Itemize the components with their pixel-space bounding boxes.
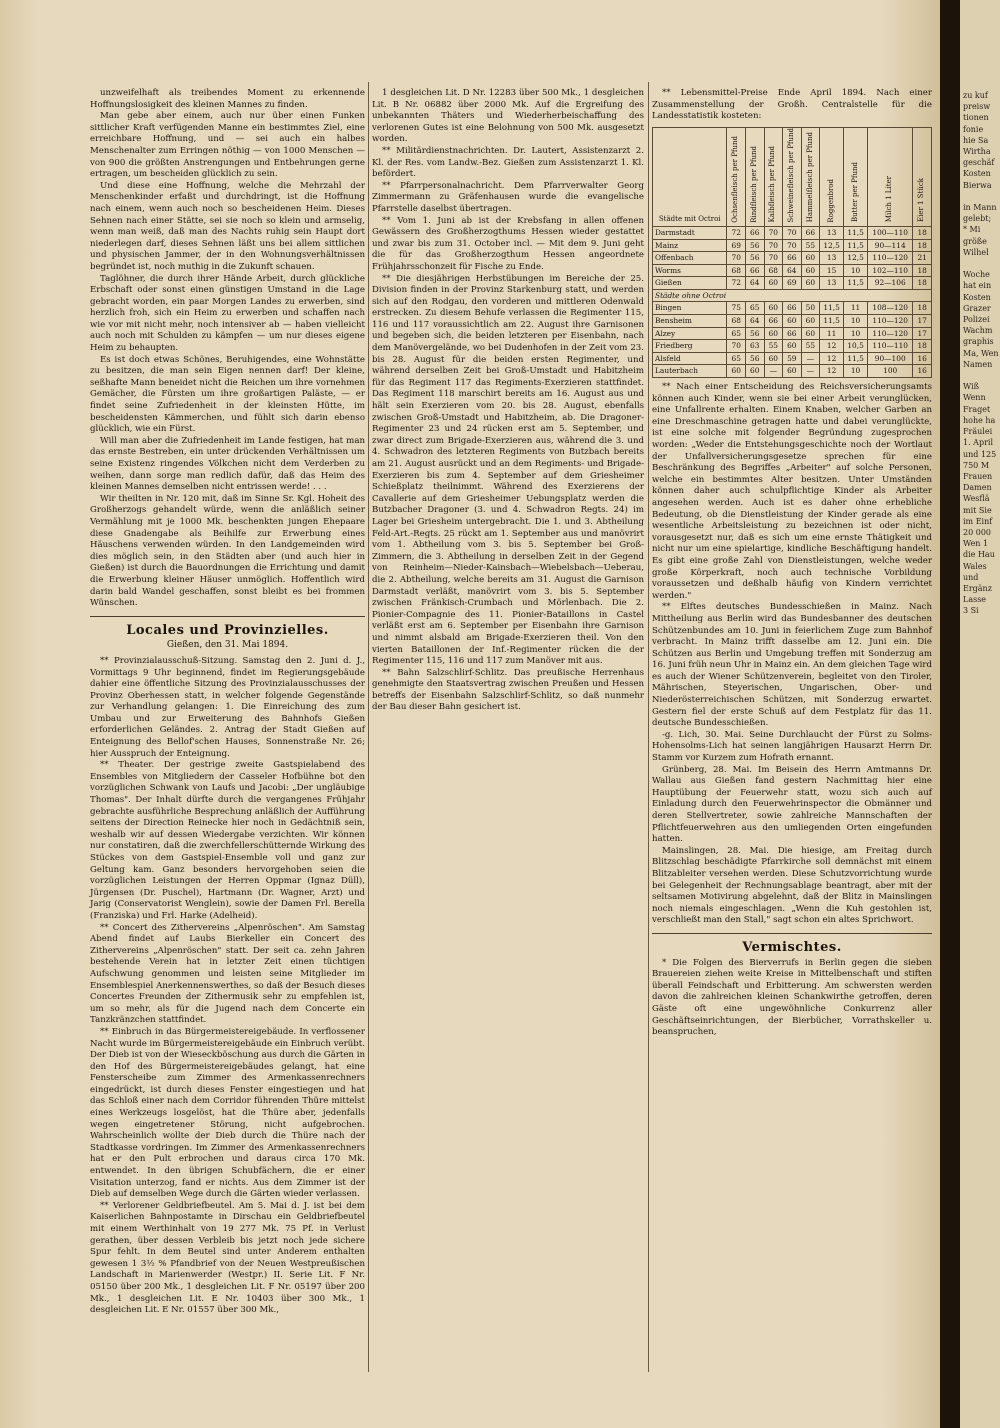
table-cell: 90—114 — [868, 239, 913, 252]
table-cell: Gießen — [653, 277, 727, 290]
table-cell: 66 — [783, 252, 802, 265]
table-cell: 12 — [820, 365, 844, 378]
book-gutter — [940, 0, 962, 1428]
stub-line: Wenn — [963, 393, 986, 403]
table-cell: 70 — [764, 226, 783, 239]
table-cell: 60 — [745, 365, 764, 378]
news-text — [652, 382, 932, 927]
table-cell: 100 — [868, 365, 913, 378]
stub-line: hohe ha — [963, 415, 996, 425]
stub-line: und — [963, 572, 979, 582]
table-cell: 90—100 — [868, 352, 913, 365]
table-cell: — — [801, 365, 820, 378]
table-cell: 10 — [844, 264, 868, 277]
table-cell: 72 — [727, 226, 746, 239]
table-cell: 13 — [820, 277, 844, 290]
table-cell: 66 — [745, 226, 764, 239]
table-row — [653, 239, 932, 252]
paragraph: Mainslingen, 28. Mai. Die hiesige, am Freitag durch Blitzschlag beschädigte Pfarrkirche soll demnächst mit einem Blitzableiter versehen werden. Diese Schutzvorrichtung wurde bei Gelegenheit der Rechnungsablage beantragt, aber mit der seltsamen Motivirung abgelehnt, daß der Blitz in Mainslingen noch niemals eingeschlagen. „Wenn die Kuh gestohlen ist, verschließt man den Stall," sagt schon ein altes Sprichwort. — [652, 845, 932, 926]
table-cell: 56 — [745, 239, 764, 252]
table-cell: 60 — [801, 315, 820, 328]
table-cell: 11,5 — [844, 352, 868, 365]
table-row — [653, 365, 932, 378]
dateline: Gießen, den 31. Mai 1894. — [166, 640, 289, 651]
table-cell: 60 — [801, 252, 820, 265]
news-text — [372, 88, 644, 714]
stub-line: 1. April — [963, 438, 994, 448]
next-page-edge — [960, 0, 1000, 1428]
table-cell: 18 — [913, 226, 932, 239]
stub-line: Wen 1 — [963, 539, 989, 549]
paragraph: * Die Folgen des Bierverrufs in Berlin gegen die sieben Brauereien ziehen weite Kreise in Mittelbenschaft und stiften überall Feindschaft und Erbitterung. Am schwersten werden davon die zahlreichen kleinen Schankwirthe getroffen, deren Gäste oft eine ungewöhnliche Conkurrenz aller Geschäftseinrichtungen, der Bierbücher, Vorrathskeller u. beanspruchen, — [652, 957, 932, 1038]
table-cell: 17 — [913, 327, 932, 340]
column-divider — [368, 82, 369, 1372]
stub-line: fonie — [963, 124, 984, 134]
stub-line: Wilhel — [963, 247, 989, 257]
table-cell: 60 — [764, 327, 783, 340]
stub-line: Namen — [963, 359, 993, 369]
paragraph: Will man aber die Zufriedenheit im Lande festigen, hat man das ernste Bestreben, ein unter drückenden Verhältnissen um seine Existenz ringendes Völkchen nicht dem Verderben zu weihen, dann sorge man redlich dafür, daß das Heim des kleinen Mannes demselben nicht entrissen werde! . . . — [90, 435, 365, 493]
price-intro: ** Lebensmittel-Preise Ende April 1894. Nach einer Zusammenstellung der Großh. Centralstelle für die Landesstatistik kosteten: — [652, 88, 932, 122]
table-cell: 12,5 — [844, 252, 868, 265]
stub-line: Bierwa — [963, 180, 992, 190]
stub-line: gelebt; — [963, 214, 992, 224]
table-cell: 65 — [727, 327, 746, 340]
table-cell: 60 — [783, 340, 802, 353]
table-cell: 12 — [820, 340, 844, 353]
stub-line — [963, 258, 1000, 269]
stub-line — [963, 370, 1000, 381]
table-row — [653, 277, 932, 290]
stub-line: die Hau — [963, 550, 995, 560]
paragraph: ** Die diesjährigen Herbstübungen im Bereiche der 25. Division finden in der Provinz Starkenburg statt, und werden sich auf den Rodgau, den vorderen und mittleren Odenwald erstrecken. Zu diesem Behufe verlassen die Regimenter 115, 116 und 117 voraussichtlich am 22. August ihre Garnisonen und begeben sich, die beiden letzteren per Eisenbahn, nach dem Manövergelände, wo bei Dudenhofen in der Zeit vom 23. bis 28. August für die beiden ersten Regimenter, und während derselben Zeit bei Groß-Umstadt und Habitzheim für das Regiment 117 das Regiments-Exerzieren stattfindet. Das Regiment 118 marschirt bereits am 16. August aus und hält sein Exerzieren vom 20. bis 28. August, ebenfalls zwischen Groß-Umstadt und Habitzheim, ab. Die Dragoner-Regimenter 23 und 24 rücken erst am 5. September, und zwar direct zum Brigade-Exerzieren aus, während die 3. und 4. Schwadron des letzteren Regiments von Butzbach bereits am 21. August ausrückt und an dem Regiments- und Brigade-Exerzieren bis zum 4. September auf dem Griesheimer Schießplatz theilnimmt. Während des Exerzierens der Cavallerie auf dem Griesheimer Uebungsplatz werden die Butzbacher Dragoner (3. und 4. Schwadron Regts. 24) im Lager bei Griesheim untergebracht. Die 1. und 3. Abtheilung Feld-Art.-Regts. 25 rückt am 1. September aus und manövrirt vom 1. Abtheilung vom 3. bis 5. September bei Groß-Zimmern, die 3. Abtheilung in derselben Zeit in der Gegend von Reinheim—Nieder-Kainsbach—Wiebelsbach—Ueberau, die 2. Abtheilung, welche bereits am 31. August die Garnison Darmstadt verläßt, manövrirt vom 3. bis 5. September zwischen Fränkisch-Crumbach und Mörlenbach. Die 2. Pionier-Compagnie des 11. Pionier-Bataillons in Castel verläßt erst am 6. September per Eisenbahn ihre Garnison und nimmt alsbald am Brigade-Exerzieren theil. Von den vierten Bataillonen der Inf.-Regimenter rücken die der Regimenter 115, 116 und 117 zum Manöver mit aus. — [372, 273, 644, 667]
table-cell: 65 — [727, 352, 746, 365]
stub-line: größe — [963, 236, 987, 246]
table-cell: Worms — [653, 264, 727, 277]
table-header: Butter per Pfund — [844, 127, 868, 226]
table-cell: Alsfeld — [653, 352, 727, 365]
section-heading-vermischtes: Vermischtes. — [742, 939, 842, 955]
table-cell: Offenbach — [653, 252, 727, 265]
stub-line — [963, 191, 1000, 202]
table-header: Schweinefleisch per Pfund — [783, 127, 802, 226]
table-cell: 18 — [913, 277, 932, 290]
stub-line: Wirtha — [963, 147, 991, 157]
stub-line: und 125 — [963, 449, 997, 459]
stub-line: Fraget — [963, 404, 991, 414]
local-news-text — [90, 656, 365, 1317]
table-row — [653, 264, 932, 277]
table-cell: 21 — [913, 252, 932, 265]
table-row — [653, 226, 932, 239]
table-header: Kalbfleisch per Pfund — [764, 127, 783, 226]
table-cell: 66 — [783, 327, 802, 340]
table-cell: 10 — [844, 327, 868, 340]
table-cell: 17 — [913, 315, 932, 328]
paragraph: ** Einbruch in das Bürgermeistereigebäude. In verflossener Nacht wurde im Bürgermeistereigebäude ein Einbruch verübt. Der Dieb ist von der Wieseckböschung aus durch die Gärten in den Hof des Bürgermeistereigebäudes gelangt, hat eine Fensterscheibe zum Zimmer des Armenkassenrechners eingedrückt, ist durch dieses Fenster eingestiegen und hat das Schloß einer nach dem Corridor führenden Thüre mittelst eines Werkzeugs losgelöst, hat die Thüre aber, jedenfalls wegen eingetretener Störung, nicht aufgebrochen. Wahrscheinlich wollte der Dieb durch die Thüre nach der Stadtkasse vordringen. Im Zimmer des Armenkassenrechners hat er den Pult erbrochen und daraus circa 170 Mk. entwendet. In den übrigen Schubfächern, die er einer Visitation unterzog, fand er nichts. Aus dem Zimmer ist der Dieb auf demselben Wege durch die Gärten wieder verlassen. — [90, 1026, 365, 1200]
table-cell: 13 — [820, 252, 844, 265]
table-row — [653, 302, 932, 315]
table-cell: Friedberg — [653, 340, 727, 353]
table-cell: 11,5 — [820, 302, 844, 315]
table-cell: 18 — [913, 264, 932, 277]
table-cell: 56 — [745, 352, 764, 365]
table-cell: 59 — [783, 352, 802, 365]
table-cell: 66 — [801, 226, 820, 239]
table-cell: 69 — [727, 239, 746, 252]
stub-line: Lasse — [963, 595, 987, 605]
section-rule — [652, 933, 932, 934]
table-cell: 11 — [820, 327, 844, 340]
stub-line: hie Sa — [963, 135, 989, 145]
section-heading-locales: Locales und Provinzielles. — [126, 622, 329, 638]
table-cell: 110—120 — [868, 327, 913, 340]
table-cell: 55 — [764, 340, 783, 353]
table-cell: 66 — [764, 315, 783, 328]
table-cell: 50 — [801, 302, 820, 315]
stub-line: mit Sie — [963, 505, 992, 515]
table-cell: 70 — [783, 239, 802, 252]
stub-line: preisw — [963, 102, 991, 112]
column-1 — [90, 88, 365, 1317]
table-cell: 69 — [783, 277, 802, 290]
table-cell: 108—120 — [868, 302, 913, 315]
table-cell: 60 — [801, 277, 820, 290]
table-cell: — — [764, 365, 783, 378]
misc-text — [652, 958, 932, 1039]
table-cell: 70 — [727, 340, 746, 353]
stub-line: Wesflä — [963, 494, 990, 504]
stub-line: Frauen — [963, 471, 993, 481]
table-cell: 70 — [764, 239, 783, 252]
table-cell: 110—120 — [868, 252, 913, 265]
table-cell: 72 — [727, 277, 746, 290]
table-cell: 100—110 — [868, 226, 913, 239]
table-row — [653, 340, 932, 353]
table-cell: 63 — [745, 340, 764, 353]
table-cell: Bensheim — [653, 315, 727, 328]
table-cell: 70 — [727, 252, 746, 265]
paragraph: Wir theilten in Nr. 120 mit, daß im Sinne Sr. Kgl. Hoheit des Großherzogs gehandelt würde, wenn die anläßlich seiner Vermählung mit je 1000 Mk. beschenkten jungen Ehepaare diese Gnadengabe als Beihilfe zur Erwerbung eines Häuschens verwenden würden. In den Landgemeinden wird dies möglich sein, in den Städten aber (und auch hier in Gießen) ist durch die Bauordnungen die Errichtung und damit die Erwerbung kleiner Häuser unmöglich. Hoffentlich wird darin bald Wandel geschaffen, sonst bleibt es bei frommen Wünschen. — [90, 493, 365, 609]
table-cell: 18 — [913, 302, 932, 315]
table-subheading: Städte ohne Octroi — [653, 289, 932, 302]
table-cell: 64 — [745, 277, 764, 290]
stub-line: Grazer — [963, 303, 991, 313]
table-header: Roggenbrod — [820, 127, 844, 226]
table-cell: Alzey — [653, 327, 727, 340]
table-cell: 60 — [764, 352, 783, 365]
table-cell: 64 — [783, 264, 802, 277]
column-divider — [648, 82, 649, 1372]
table-cell: 66 — [783, 302, 802, 315]
table-header: Milch 1 Liter — [868, 127, 913, 226]
table-cell: 13 — [820, 226, 844, 239]
stub-line: Kosten — [963, 169, 991, 179]
stub-line: Fräulei — [963, 427, 993, 437]
stub-line: Ma, Wen — [963, 348, 999, 358]
table-cell: 10,5 — [844, 340, 868, 353]
table-row — [653, 252, 932, 265]
table-cell: 60 — [727, 365, 746, 378]
price-table — [652, 127, 932, 378]
section-rule — [90, 616, 365, 617]
table-cell: 60 — [764, 302, 783, 315]
table-cell: 18 — [913, 239, 932, 252]
paragraph: ** Militärdienstnachrichten. Dr. Lautert, Assistenzarzt 2. Kl. der Res. vom Landw.-Bez. Gießen zum Assistenzarzt 1. Kl. befördert. — [372, 145, 644, 180]
column-2 — [372, 88, 644, 714]
table-cell: 55 — [801, 239, 820, 252]
stub-line: Polizei — [963, 315, 990, 325]
table-cell: 11,5 — [820, 315, 844, 328]
table-header: Rindfleisch per Pfund — [745, 127, 764, 226]
table-cell: Mainz — [653, 239, 727, 252]
table-cell: 16 — [913, 365, 932, 378]
paragraph: Und diese eine Hoffnung, welche die Mehrzahl der Menschenkinder erfaßt und durchdringt, ist die Hoffnung nach einem, wenn auch noch so bescheidenen Heim. Dieses Sehnen nach einer Stätte, sei sie noch so klein und armselig, wenn man weiß, daß man des Nachts ruhig sein Haupt dort niederlegen darf, dieses Sehnen läßt uns bei allem sittlichen und physischen Jammer, der in den Wohnungsverhältnissen begründet ist, noch muthig in die Zukunft schauen. — [90, 180, 365, 272]
table-cell: 110—110 — [868, 340, 913, 353]
paragraph: ** Theater. Der gestrige zweite Gastspielabend des Ensembles von Mitgliedern der Casseler Hofbühne bot den vorzüglichen Schwank von Laufs und Jacobi: „Der ungläubige Thomas". Der Inhalt dürfte durch die vergangenes Frühjahr gebrachte ausführliche Besprechung anläßlich der Aufführung seitens der Direction Reinecke hier noch in Gedächtniß sein, weshalb wir auf dessen Wiedergabe verzichten. Wir können nur constatiren, daß die zwerchfellerschütternde Wirkung des Stückes von dem Gastspiel-Ensemble voll und ganz zur Geltung kam. Ganz besonders hervorgehoben seien die vorzüglichen Leistungen der Herren Oppmar (Ignaz Düll), Jürgensen (Dr. Puschel), Hartmann (Dr. Wagner, Arzt) und Jarig (Conservatorist Wenglein), sowie der Damen Frl. Berella (Franziska) und Frl. Harke (Adelheid). — [90, 760, 365, 921]
table-header: Städte mit Octroi — [653, 127, 727, 226]
paragraph: Grünberg, 28. Mai. Im Beisein des Herrn Amtmanns Dr. Wallau aus Gießen fand gestern Nachmittag hier eine Hauptübung der Feuerwehr statt, wozu sich auch auf Einladung durch den Feuerwehrinspector die Obmänner und deren Stellvertreter, sowie zahlreiche Mannschaften der Pflichtfeuerwehren aus den umliegenden Orten eingefunden hatten. — [652, 764, 932, 845]
table-cell: 15 — [820, 264, 844, 277]
paragraph: Taglöhner, die durch ihrer Hände Arbeit, durch glückliche Erbschaft oder sonst einen günstigen Umstand in die Lage gebracht worden, ein paar Morgen Landes zu erwerben, sind herzlich froh, sich ein Heim zu erwerben und schaffen nach wie vor mit nicht mehr, noch intensiver ab — haben vielleicht auch noch mit Schulden zu kämpfen — um nur dieses eigene Heim zu behaupten. — [90, 273, 365, 354]
stub-line: Wales — [963, 561, 987, 571]
table-row — [653, 352, 932, 365]
stub-line: Woche — [963, 270, 990, 280]
table-cell: 11 — [844, 302, 868, 315]
stub-line: in Mann — [963, 203, 997, 213]
essay-text — [90, 88, 365, 610]
table-cell: Darmstadt — [653, 226, 727, 239]
paragraph: ** Vom 1. Juni ab ist der Krebsfang in allen offenen Gewässern des Großherzogthums Hessen wieder gestattet und zwar bis zum 31. October incl. — Mit dem 9. Juni geht die für das Großherzogthum Hessen angeordnete Frühjahrsschonzeit für Fische zu Ende. — [372, 215, 644, 272]
stub-line: Kosten — [963, 292, 991, 302]
paragraph: unzweifelhaft als treibendes Moment zu erkennende Hoffnungslosigkeit des kleinen Mannes zu finden. — [90, 88, 365, 110]
stub-line: Damen — [963, 483, 992, 493]
table-cell: — — [801, 352, 820, 365]
stub-line: tionen — [963, 113, 989, 123]
table-cell: 60 — [801, 264, 820, 277]
table-row — [653, 315, 932, 328]
table-cell: 12,5 — [820, 239, 844, 252]
paragraph: Man gebe aber einem, auch nur über einen Funken sittlicher Kraft verfügenden Manne ein bestimmtes Ziel, eine erreichbare Hoffnung, und — sei auch ein halbes Menschenalter zum Erringen nöthig — von 1000 Menschen — von 900 die größten Anstrengungen und Entbehrungen gerne ertragen, um bescheiden glücklich zu sein. — [90, 111, 365, 180]
table-cell: 55 — [801, 340, 820, 353]
next-page-text — [960, 0, 1000, 617]
table-cell: 64 — [745, 315, 764, 328]
table-cell: 56 — [745, 327, 764, 340]
stub-line: im Einf — [963, 516, 993, 526]
table-cell: Lauterbach — [653, 365, 727, 378]
table-cell: 11,5 — [844, 239, 868, 252]
paragraph: -g. Lich, 30. Mai. Seine Durchlaucht der Fürst zu Solms-Hohensolms-Lich hat seinen langjährigen Hausarzt Herrn Dr. Stamm vor Kurzem zum Hofrath ernannt. — [652, 729, 932, 764]
table-cell: 10 — [844, 365, 868, 378]
stub-line: 3 Si — [963, 606, 979, 616]
stub-line: * Mi — [963, 225, 981, 235]
table-cell: 70 — [783, 226, 802, 239]
paragraph: ** Elftes deutsches Bundesschießen in Mainz. Nach Mittheilung aus Berlin wird das Bundesbanner des deutschen Schützenbundes am 10. Juni in feierlichem Zuge zum Bahnhof verbracht. In Mainz trifft dasselbe am 12. Juni ein. Die Schützen aus Berlin und Umgebung treffen mit Sonderzug am 16. Juni früh neun Uhr in Mainz ein. An dem gleichen Tage wird es auch der Wiener Schützenverein, begleitet von den Tiroler, Mährischen, Steyerischen, Ungarischen, Ober- und Niederösterreichischen Schützen, mit Sonderzug erwartet. Gestern fiel der erste Schuß auf dem Festplatz für das 11. deutsche Bundesschießen. — [652, 602, 932, 729]
paragraph: ** Concert des Zithervereins „Alpenröschen". Am Samstag Abend findet auf Laubs Bierkeller ein Concert des Zithervereins „Alpenröschen" statt. Der seit ca. zehn Jahren bestehende Verein hat in letzter Zeit einen tüchtigen Aufschwung genommen und leisten seine Mitglieder im Ensemblespiel Anerkennenswerthes, so daß der Besuch dieses Concertes Freunden der Zithermusik sehr zu empfehlen ist, um so mehr, als für die Jugend nach dem Concerte ein Tanzkränzchen stattfindet. — [90, 922, 365, 1026]
table-cell: 60 — [783, 315, 802, 328]
paragraph: ** Verlorener Geldbriefbeutel. Am 5. Mai d. J. ist bei dem Kaiserlichen Bahnpostamte in Dirschau ein Geldbriefbeutel mit einem Werthinhalt von 19 277 Mk. 75 Pf. in Verlust gerathen, über dessen Verbleib bis jetzt noch jede sichere Spur fehlt. In dem Beutel sind unter Anderem enthalten gewesen 1 3½ % Pfandbrief von der Neuen Westpreußischen Landschaft in Marienwerder (Westpr.) II. Serie Lit. F Nr. 05150 über 200 Mk., 1 desgleichen Lit. F Nr. 05197 über 200 Mk., 1 desgleichen Lit. E Nr. 10403 über 300 Mk., 1 desgleichen Lit. E Nr. 01557 über 300 Mk., — [90, 1200, 365, 1316]
stub-line: hat ein — [963, 281, 992, 291]
table-cell: 11,5 — [844, 226, 868, 239]
table-cell: 10 — [844, 315, 868, 328]
paragraph: ** Pfarrpersonalnachricht. Dem Pfarrverwalter Georg Zimmermann zu Gräfenhausen wurde die evangelische Pfarrstelle daselbst übertragen. — [372, 180, 644, 214]
stub-line: Wiß — [963, 382, 979, 392]
table-cell: Bingen — [653, 302, 727, 315]
table-cell: 65 — [745, 302, 764, 315]
table-cell: 60 — [801, 327, 820, 340]
table-cell: 56 — [745, 252, 764, 265]
table-header: Eier 1 Stück — [913, 127, 932, 226]
paragraph: ** Bahn Salzschlirf-Schlitz. Das preußische Herrenhaus genehmigte den Staatsvertrag zwischen Preußen und Hessen betreffs der Eisenbahn Salzschlirf-Schlitz, so daß nunmehr der Bau dieser Bahn gesichert ist. — [372, 667, 644, 713]
table-row — [653, 327, 932, 340]
stub-line: 20 000 — [963, 527, 991, 537]
table-cell: 92—106 — [868, 277, 913, 290]
stub-line: geschäf — [963, 158, 995, 168]
table-cell: 11,5 — [844, 277, 868, 290]
table-cell: 75 — [727, 302, 746, 315]
table-cell: 70 — [764, 252, 783, 265]
paragraph: ** Provinzialausschuß-Sitzung. Samstag den 2. Juni d. J., Vormittags 9 Uhr beginnend, findet im Regierungsgebäude dahier eine öffentliche Sitzung des Provinzialausschusses der Provinz Oberhessen statt, in welcher folgende Gegenstände zur Verhandlung gelangen: 1. Die Einreichung des zum Umbau und zur Erweiterung des Bahnhofs Gießen erforderlichen Geländes. 2. Antrag der Stadt Gießen auf Enteignung des Bellof'schen Hauses, Sonnenstraße Nr. 26; hier Ausspruch der Enteignung. — [90, 655, 365, 759]
table-cell: 60 — [783, 365, 802, 378]
table-cell: 68 — [727, 264, 746, 277]
table-cell: 102—110 — [868, 264, 913, 277]
table-cell: 16 — [913, 352, 932, 365]
paragraph: ** Nach einer Entscheidung des Reichsversicherungsamts können auch Kinder, wenn sie bei einer Arbeit verunglücken, eine Unfallrente erhalten. Einem Knaben, welcher Garben an eine Dreschmaschine getragen hatte und dabei verunglückte, ist eine solche mit folgender Begründung zugesprochen worden: „Weder die Entstehungsgeschichte noch der Wortlaut der Unfallversicherungsgesetze sprechen für eine Beschränkung des Begriffes „Arbeiter" auf solche Personen, welche ein bestimmtes Alter besitzen. Unter Umständen können daher auch schulpflichtige Kinder als Arbeiter angesehen werden. Auch ist es daher ohne erhebliche Bedeutung, ob die Dienstleistung der Kinder gerade als eine wesentliche Arbeitsleistung zu bezeichnen ist oder nicht, vorausgesetzt nur, daß es sich um eine ernste Thätigkeit und nicht nur um eine spielartige, kindliche Beschäftigung handelt. Es gibt eine große Zahl von Dienstleistungen, welche weder große Körperkraft, noch auch technische Vorbildung voraussetzen und deßhalb häufig von Kindern verrichtet werden." — [652, 382, 932, 601]
table-header: Hammelfleisch per Pfund — [801, 127, 820, 226]
table-header: Ochsenfleisch per Pfund — [727, 127, 746, 226]
table-cell: 60 — [764, 277, 783, 290]
table-cell: 68 — [727, 315, 746, 328]
table-cell: 12 — [820, 352, 844, 365]
paragraph: Es ist doch etwas Schönes, Beruhigendes, eine Wohnstätte zu besitzen, die man sein Eigen nennen darf! Der kleine, seßhafte Mann beneidet nicht die Reichen um ihre vornehmen Gemächer, die Fürsten um ihre großartigen Paläste, — er findet seine Zufriedenheit in der kleinsten Hütte, im bescheidensten Kämmerchen, und fühlt sich darin ebenso glücklich, wie ein Fürst. — [90, 354, 365, 435]
column-3 — [652, 88, 932, 1039]
stub-line: Ergänz — [963, 583, 992, 593]
table-cell: 66 — [745, 264, 764, 277]
paragraph: 1 desgleichen Lit. D Nr. 12283 über 500 Mk., 1 desgleichen Lit. B Nr. 06882 über 2000 Mk. Auf die Ergreifung des unbekannten Thäters und Wiederherbeischaffung des verlorenen Gutes ist eine Belohnung von 500 Mk. ausgesetzt worden. — [372, 88, 644, 145]
stub-line: zu kuf — [963, 91, 988, 100]
table-cell: 68 — [764, 264, 783, 277]
stub-line: Wachm — [963, 326, 993, 336]
stub-line: 750 M — [963, 460, 990, 470]
stub-line: graphis — [963, 337, 994, 347]
table-cell: 18 — [913, 340, 932, 353]
table-cell: 110—120 — [868, 315, 913, 328]
